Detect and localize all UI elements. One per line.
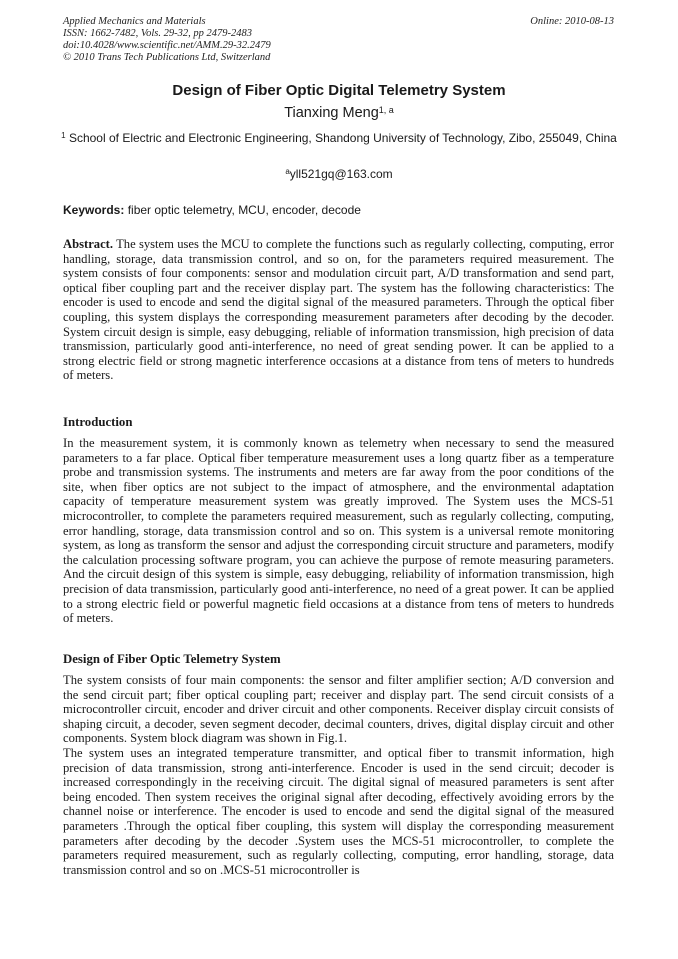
affiliation xyxy=(60,131,618,146)
email-superscript: a xyxy=(285,167,290,176)
author-line xyxy=(0,104,678,122)
online-date: Online: 2010-08-13 xyxy=(530,16,614,27)
journal-name: Applied Mechanics and Materials xyxy=(63,16,206,27)
section-heading-design: Design of Fiber Optic Telemetry System xyxy=(63,652,281,666)
keywords-label: Keywords: xyxy=(63,203,125,217)
author-superscript: 1, a xyxy=(378,105,394,115)
design-paragraph-2: The system uses an integrated temperature transmitter, and optical fiber to transmit information, high precision of data transmission, strong anti-interference. Encoder is used in the send circuit; decoder is increased correspondingly in the receiving circuit. The digital signal of measured parameters is sent after being encoded. Then system receives the original signal after decoding, effectively avoiding errors by the channel noise or interference. The encoder is used to encode and send the digital signal of the measured parameters .Through the optical fiber coupling, this system will display the corresponding measurement parameters after decoding by the decoder .System uses the MCS-51 microcontroller, to complete the parameters required measurement, such as regularly collecting, computing, error handling, storage, data transmission control and so on .MCS-51 microcontroller is xyxy=(63,745,614,877)
journal-info xyxy=(63,16,271,64)
abstract-text: The system uses the MCU to complete the functions such as regularly collecting, computing, error handling, storage, data transmission control, and so on, for the parameters required measurement. The system consists of four components: sensor and modulation circuit part, A/D transformation and send part, optical fiber coupling part and the receiver display part. The system has the following characteristics: The encoder is used to encode and send the digital signal of the measured parameters. Through the optical fiber coupling, this system displays the corresponding measurement parameters after decoding by the decoder. System circuit design is simple, easy debugging, reliable of information transmission, high precision of data transmission, particularly good anti-interference, no need of great sending power. It can be applied to a strong electric field or strong magnetic interference occasions at a distance from tens of meters to hundreds of meters. xyxy=(63,237,614,383)
introduction-paragraph: In the measurement system, it is commonly known as telemetry when necessary to send the measured parameters to a far place. Optical fiber temperature measurement uses a long quartz fiber as a temperature probe and transmission systems. The instruments and meters are far away from the poor conditions of the site, when fiber optics are not subject to the impact of atmosphere, and the environmental adaptation capacity of temperature measurement system was greatly improved. The System uses the MCS-51 microcontroller, to complete the parameters required measurement, such as regularly collecting, computing, error handling, storage, data transmission control and so on. This system is a universal remote monitoring system, as long as transform the sensor and adjust the corresponding circuit structure and parameters, modify the calculation processing software program, you can achieve the purpose of remote measuring parameters. And the circuit design of this system is simple, easy debugging, reliability of information transmission, high precision of data transmission, particularly good anti-interference, no need of a great power. It can be applied to a strong electric field or powerful magnetic field occasions at a distance from tens of meters to hundreds of meters. xyxy=(63,436,614,626)
design-body xyxy=(63,673,614,877)
design-paragraph-1: The system consists of four main components: the sensor and filter amplifier section; A/D conversion and the send circuit part; fiber optical coupling part; receiver and display part. The send circuit consists of a microcontroller circuit, encoder and driver circuit and other components. Receiver display circuit consists of shaping circuit, a decoder, seven segment decoder, decimal counters, drives, digital display circuit and other components. System block diagram was shown in Fig.1. xyxy=(63,673,614,746)
keywords-text: fiber optic telemetry, MCU, encoder, decode xyxy=(127,203,361,217)
journal-doi: doi:10.4028/www.scientific.net/AMM.29-32.2479 xyxy=(63,40,271,51)
paper-title: Design of Fiber Optic Digital Telemetry System xyxy=(172,82,506,99)
email-text: yll521gq@163.com xyxy=(289,167,393,181)
journal-copyright: © 2010 Trans Tech Publications Ltd, Switzerland xyxy=(63,52,271,63)
introduction-body xyxy=(63,436,614,626)
author-name: Tianxing Meng xyxy=(284,105,379,121)
abstract-label: Abstract. xyxy=(63,237,114,251)
section-heading-introduction: Introduction xyxy=(63,415,133,429)
affiliation-text: School of Electric and Electronic Engineering, Shandong University of Technology, Zibo, 255049, China xyxy=(68,131,617,145)
journal-issn: ISSN: 1662-7482, Vols. 29-32, pp 2479-2483 xyxy=(63,28,252,39)
author-email xyxy=(0,167,678,181)
abstract xyxy=(63,237,614,383)
keywords xyxy=(63,203,361,217)
affiliation-superscript: 1 xyxy=(61,131,66,140)
